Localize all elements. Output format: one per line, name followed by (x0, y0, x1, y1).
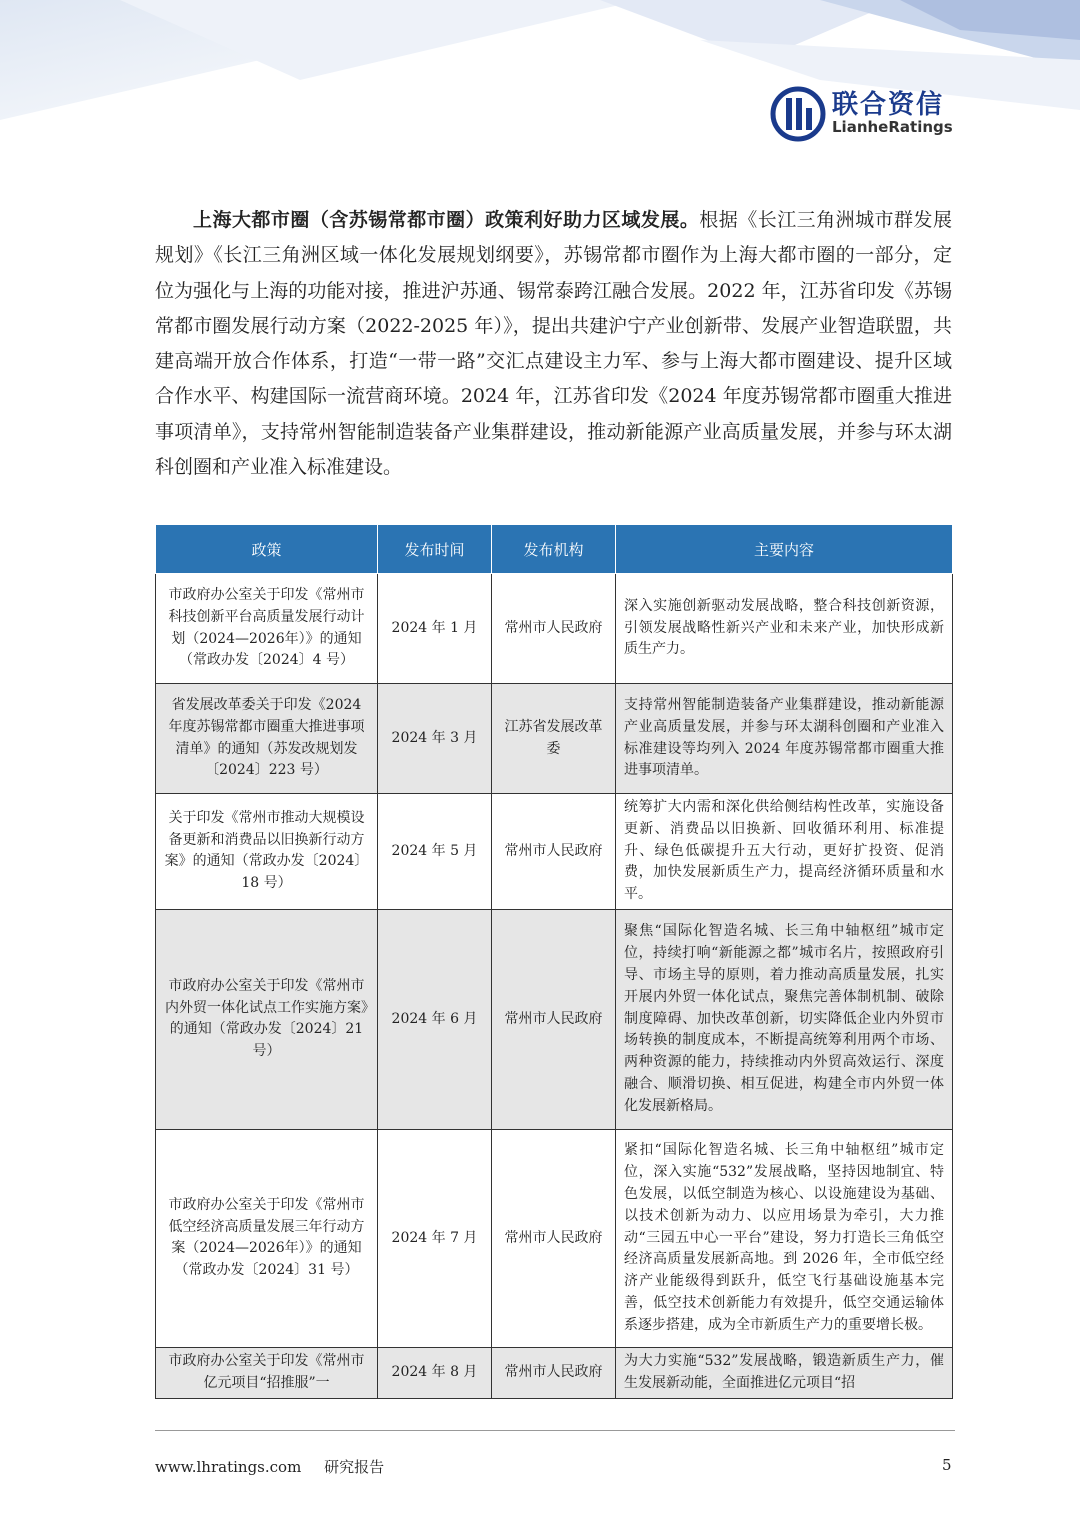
policy-date: 2024 年 3 月 (378, 684, 492, 794)
policy-date: 2024 年 1 月 (378, 574, 492, 684)
footer-website-link[interactable]: www.lhratings.com (155, 1458, 302, 1476)
policy-content: 统筹扩大内需和深化供给侧结构性改革，实施设备更新、消费品以旧换新、回收循环利用、标准提升、绿色低碳提升五大行动，更好扩投资、促消费，加快发展新质生产力，提高经济循环质量和水平。 (616, 794, 953, 910)
paragraph-lead: 上海大都市圈（含苏锡常都市圈）政策利好助力区域发展。 (193, 209, 700, 231)
table-row (156, 1129, 953, 1347)
body-paragraph (155, 203, 952, 485)
policy-org: 江苏省发展改革委 (492, 684, 616, 794)
policy-title: 市政府办公室关于印发《常州市内外贸一体化试点工作实施方案》的通知（常政办发〔2024〕21 号） (156, 909, 378, 1129)
policy-org: 常州市人民政府 (492, 794, 616, 910)
footer-divider (155, 1430, 955, 1431)
policy-org: 常州市人民政府 (492, 1129, 616, 1347)
table-row (156, 574, 953, 684)
policy-content: 支持常州智能制造装备产业集群建设，推动新能源产业高质量发展，并参与环太湖科创圈和产业准入标准建设等均列入 2024 年度苏锡常都市圈重大推进事项清单。 (616, 684, 953, 794)
policy-date: 2024 年 7 月 (378, 1129, 492, 1347)
policy-title: 市政府办公室关于印发《常州市科技创新平台高质量发展行动计划（2024—2026年）》的通知（常政办发〔2024〕4 号） (156, 574, 378, 684)
table-row (156, 1347, 953, 1398)
policy-title: 市政府办公室关于印发《常州市低空经济高质量发展三年行动方案（2024—2026年）》的通知（常政办发〔2024〕31 号） (156, 1129, 378, 1347)
policy-content: 为大力实施“532”发展战略，锻造新质生产力，催生发展新动能，全面推进亿元项目“招 (616, 1347, 953, 1398)
footer-doc-type: 研究报告 (324, 1458, 385, 1476)
policy-org: 常州市人民政府 (492, 574, 616, 684)
paragraph-text: 根据《长江三角洲城市群发展规划》《长江三角洲区域一体化发展规划纲要》，苏锡常都市圈作为上海大都市圈的一部分，定位为强化与上海的功能对接，推进沪苏通、锡常泰跨江融合发展。2022 年，江苏省印发《苏锡常都市圈发展行动方案（2022-2025 年）》，提出共建沪宁产业创新带、发展产业智造联盟，共建高端开放合作体系，打造“一带一路”交汇点建设主力军、参与上海大都市圈建设、提升区域合作水平、构建国际一流营商环境。2024 年，江苏省印发《2024 年度苏锡常都市圈重大推进事项清单》，支持常州智能制造装备产业集群建设，推动新能源产业高质量发展，并参与环太湖科创圈和产业准入标准建设。 (155, 209, 952, 479)
policy-title: 省发展改革委关于印发《2024 年度苏锡常都市圈重大推进事项清单》的通知（苏发改规划发〔2024〕223 号） (156, 684, 378, 794)
policy-org: 常州市人民政府 (492, 1347, 616, 1398)
policy-date: 2024 年 8 月 (378, 1347, 492, 1398)
policy-date: 2024 年 6 月 (378, 909, 492, 1129)
table-row (156, 794, 953, 910)
page-number: 5 (942, 1456, 952, 1474)
table-row (156, 909, 953, 1129)
table-row (156, 684, 953, 794)
header-content: 主要内容 (616, 525, 953, 574)
policy-title: 市政府办公室关于印发《常州市亿元项目“招推服”一 (156, 1347, 378, 1398)
policy-date: 2024 年 5 月 (378, 794, 492, 910)
logo-text-cn: 联合资信 (832, 90, 945, 120)
policy-content: 深入实施创新驱动发展战略，整合科技创新资源，引领发展战略性新兴产业和未来产业，加快形成新质生产力。 (616, 574, 953, 684)
policy-title: 关于印发《常州市推动大规模设备更新和消费品以旧换新行动方案》的通知（常政办发〔2024〕18 号） (156, 794, 378, 910)
policy-org: 常州市人民政府 (492, 909, 616, 1129)
lianhe-logo-icon (770, 84, 830, 144)
header-org: 发布机构 (492, 525, 616, 574)
header-date: 发布时间 (378, 525, 492, 574)
policy-content: 聚焦“国际化智造名城、长三角中轴枢纽”城市定位，持续打响“新能源之都”城市名片，按照政府引导、市场主导的原则，着力推动高质量发展，扎实开展内外贸一体化试点，聚焦完善体制机制、破除制度障碍、加快改革创新，切实降低企业内外贸市场转换的制度成本，不断提高统筹利用两个市场、两种资源的能力，持续推动内外贸高效运行、深度融合、顺滑切换、相互促进，构建全市内外贸一体化发展新格局。 (616, 909, 953, 1129)
footer-left (155, 1456, 384, 1477)
policy-table (155, 524, 953, 1399)
logo-text-en: LianheRatings (832, 118, 953, 136)
header-policy: 政策 (156, 525, 378, 574)
policy-content: 紧扣“国际化智造名城、长三角中轴枢纽”城市定位，深入实施“532”发展战略，坚持因地制宜、特色发展，以低空制造为核心、以设施建设为基础、以技术创新为动力、以应用场景为牵引，大力推动“三园五中心一平台”建设，努力打造长三角低空经济高质量发展新高地。到 2026 年，全市低空经济产业能级得到跃升，低空飞行基础设施基本完善，低空技术创新能力有效提升，低空交通运输体系逐步搭建，成为全市新质生产力的重要增长极。 (616, 1129, 953, 1347)
table-header-row (156, 525, 953, 574)
